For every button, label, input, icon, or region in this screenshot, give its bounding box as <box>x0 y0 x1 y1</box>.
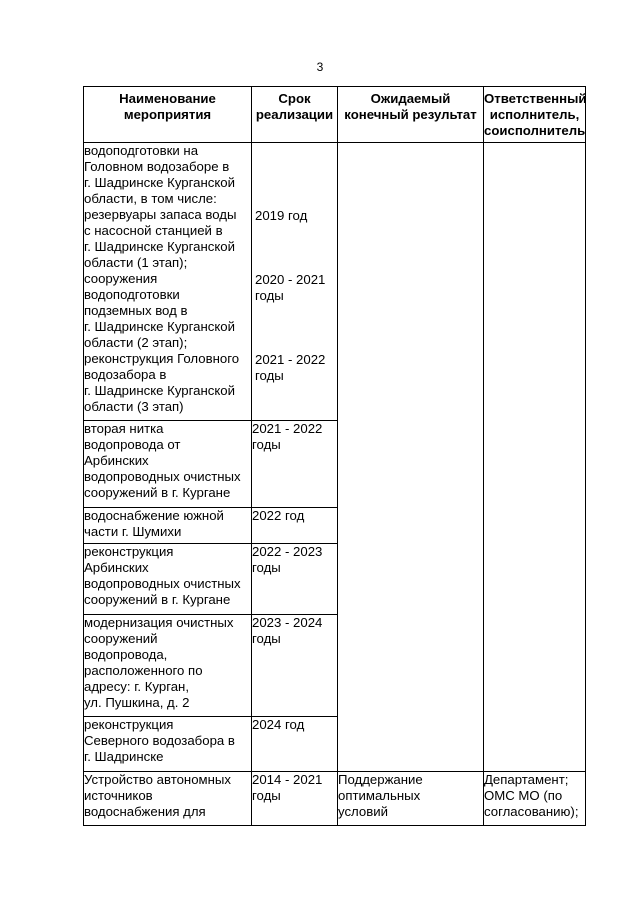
header-executor: Ответственный исполнитель, соисполнитель <box>484 87 586 143</box>
row-1-name: водоподготовки на Головном водозаборе в г. Шадринске Курганской области, в том числе: резервуары запаса воды с насосной станцией в г. Шадринске Курганской области (1 этап); сооружения водоподготовки подземных вод в г. Шадринске Курганской области (2 этап); реконструкция Головного водозабора в г. Шадринске Курганской области (3 этап) <box>84 143 252 421</box>
result-cell-merged <box>338 143 484 772</box>
table-row <box>84 772 586 826</box>
row-1-term-c: 2021 - 2022 годы <box>255 352 326 383</box>
measures-table <box>83 86 586 826</box>
row-6-name: реконструкция Северного водозабора в г. Шадринске <box>84 717 252 772</box>
row-2-name: вторая нитка водопровода от Арбинских водопроводных очистных сооружений в г. Кургане <box>84 421 252 508</box>
row-5-term: 2023 - 2024 годы <box>252 615 338 717</box>
row-5-name: модернизация очистных сооружений водопровода, расположенного по адресу: г. Курган, ул. Пушкина, д. 2 <box>84 615 252 717</box>
row-2-term: 2021 - 2022 годы <box>252 421 338 508</box>
header-result: Ожидаемый конечный результат <box>338 87 484 143</box>
executor-cell-merged <box>484 143 586 772</box>
row-7-executor: Департамент; ОМС МО (по согласованию); <box>484 772 586 826</box>
row-1-term-a: 2019 год <box>255 208 308 223</box>
row-6-term: 2024 год <box>252 717 338 772</box>
row-4-term: 2022 - 2023 годы <box>252 544 338 615</box>
table-row <box>84 143 586 421</box>
row-1-term-cell <box>252 143 338 421</box>
header-name: Наименование мероприятия <box>84 87 252 143</box>
row-4-name: реконструкция Арбинских водопроводных очистных сооружений в г. Кургане <box>84 544 252 615</box>
row-7-term: 2014 - 2021 годы <box>252 772 338 826</box>
table-header-row <box>84 87 586 143</box>
header-term: Срок реализации <box>252 87 338 143</box>
row-7-result: Поддержание оптимальных условий <box>338 772 484 826</box>
row-7-name: Устройство автономных источников водоснабжения для <box>84 772 252 826</box>
row-1-term-b: 2020 - 2021 годы <box>255 272 326 303</box>
page-number: 3 <box>316 60 324 74</box>
row-3-term: 2022 год <box>252 508 338 544</box>
row-3-name: водоснабжение южной части г. Шумихи <box>84 508 252 544</box>
